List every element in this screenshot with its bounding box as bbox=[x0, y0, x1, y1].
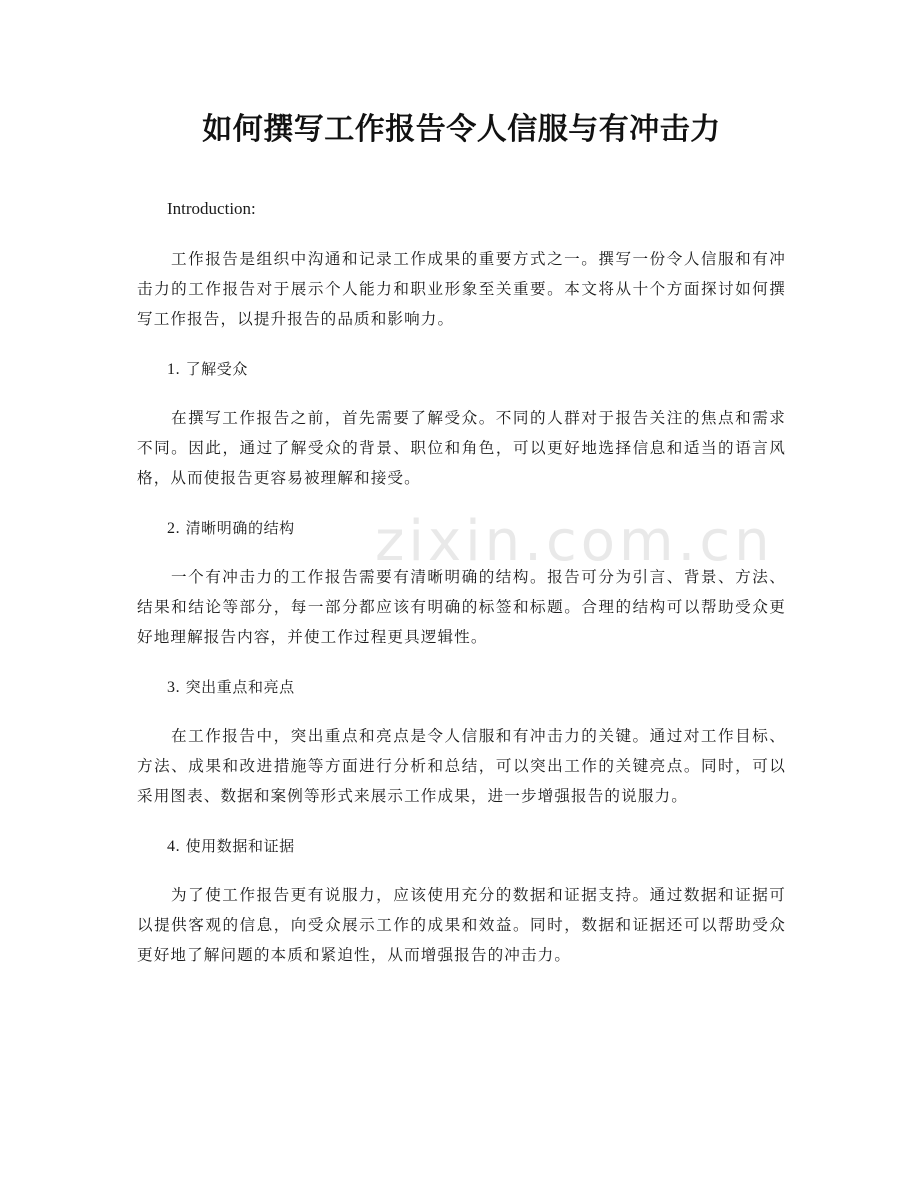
section-heading-4 bbox=[137, 833, 786, 860]
section-number: 3. bbox=[167, 679, 181, 696]
intro-label: Introduction: bbox=[167, 199, 256, 218]
watermark: zixin.com.cn bbox=[375, 509, 774, 574]
section-heading-3 bbox=[137, 674, 786, 701]
section-number: 2. bbox=[167, 520, 181, 537]
document-content bbox=[137, 108, 786, 970]
section-paragraph-3: 在工作报告中，突出重点和亮点是令人信服和有冲击力的关键。通过对工作目标、方法、成果和改进措施等方面进行分析和总结，可以突出工作的关键亮点。同时，可以采用图表、数据和案例等形式来展示工作成果，进一步增强报告的说服力。 bbox=[137, 727, 786, 805]
section-heading-text: 突出重点和亮点 bbox=[185, 678, 295, 696]
section-heading-text: 了解受众 bbox=[185, 360, 248, 378]
section-heading-text: 清晰明确的结构 bbox=[185, 519, 295, 537]
section-heading-2 bbox=[137, 515, 786, 542]
section-number: 4. bbox=[167, 838, 181, 855]
intro-paragraph: 工作报告是组织中沟通和记录工作成果的重要方式之一。撰写一份令人信服和有冲击力的工作报告对于展示个人能力和职业形象至关重要。本文将从十个方面探讨如何撰写工作报告，以提升报告的品质和影响力。 bbox=[137, 250, 786, 328]
section-paragraph-4: 为了使工作报告更有说服力，应该使用充分的数据和证据支持。通过数据和证据可以提供客观的信息，向受众展示工作的成果和效益。同时，数据和证据还可以帮助受众更好地了解问题的本质和紧迫性，从而增强报告的冲击力。 bbox=[137, 886, 786, 964]
document-title: 如何撰写工作报告令人信服与有冲击力 bbox=[202, 112, 721, 147]
section-paragraph-2: 一个有冲击力的工作报告需要有清晰明确的结构。报告可分为引言、背景、方法、结果和结论等部分，每一部分都应该有明确的标签和标题。合理的结构可以帮助受众更好地理解报告内容，并使工作过程更具逻辑性。 bbox=[137, 568, 786, 646]
section-heading-1 bbox=[137, 356, 786, 383]
section-paragraph-1: 在撰写工作报告之前，首先需要了解受众。不同的人群对于报告关注的焦点和需求不同。因此，通过了解受众的背景、职位和角色，可以更好地选择信息和适当的语言风格，从而使报告更容易被理解和接受。 bbox=[137, 409, 786, 487]
section-heading-text: 使用数据和证据 bbox=[185, 837, 295, 855]
section-number: 1. bbox=[167, 361, 181, 378]
